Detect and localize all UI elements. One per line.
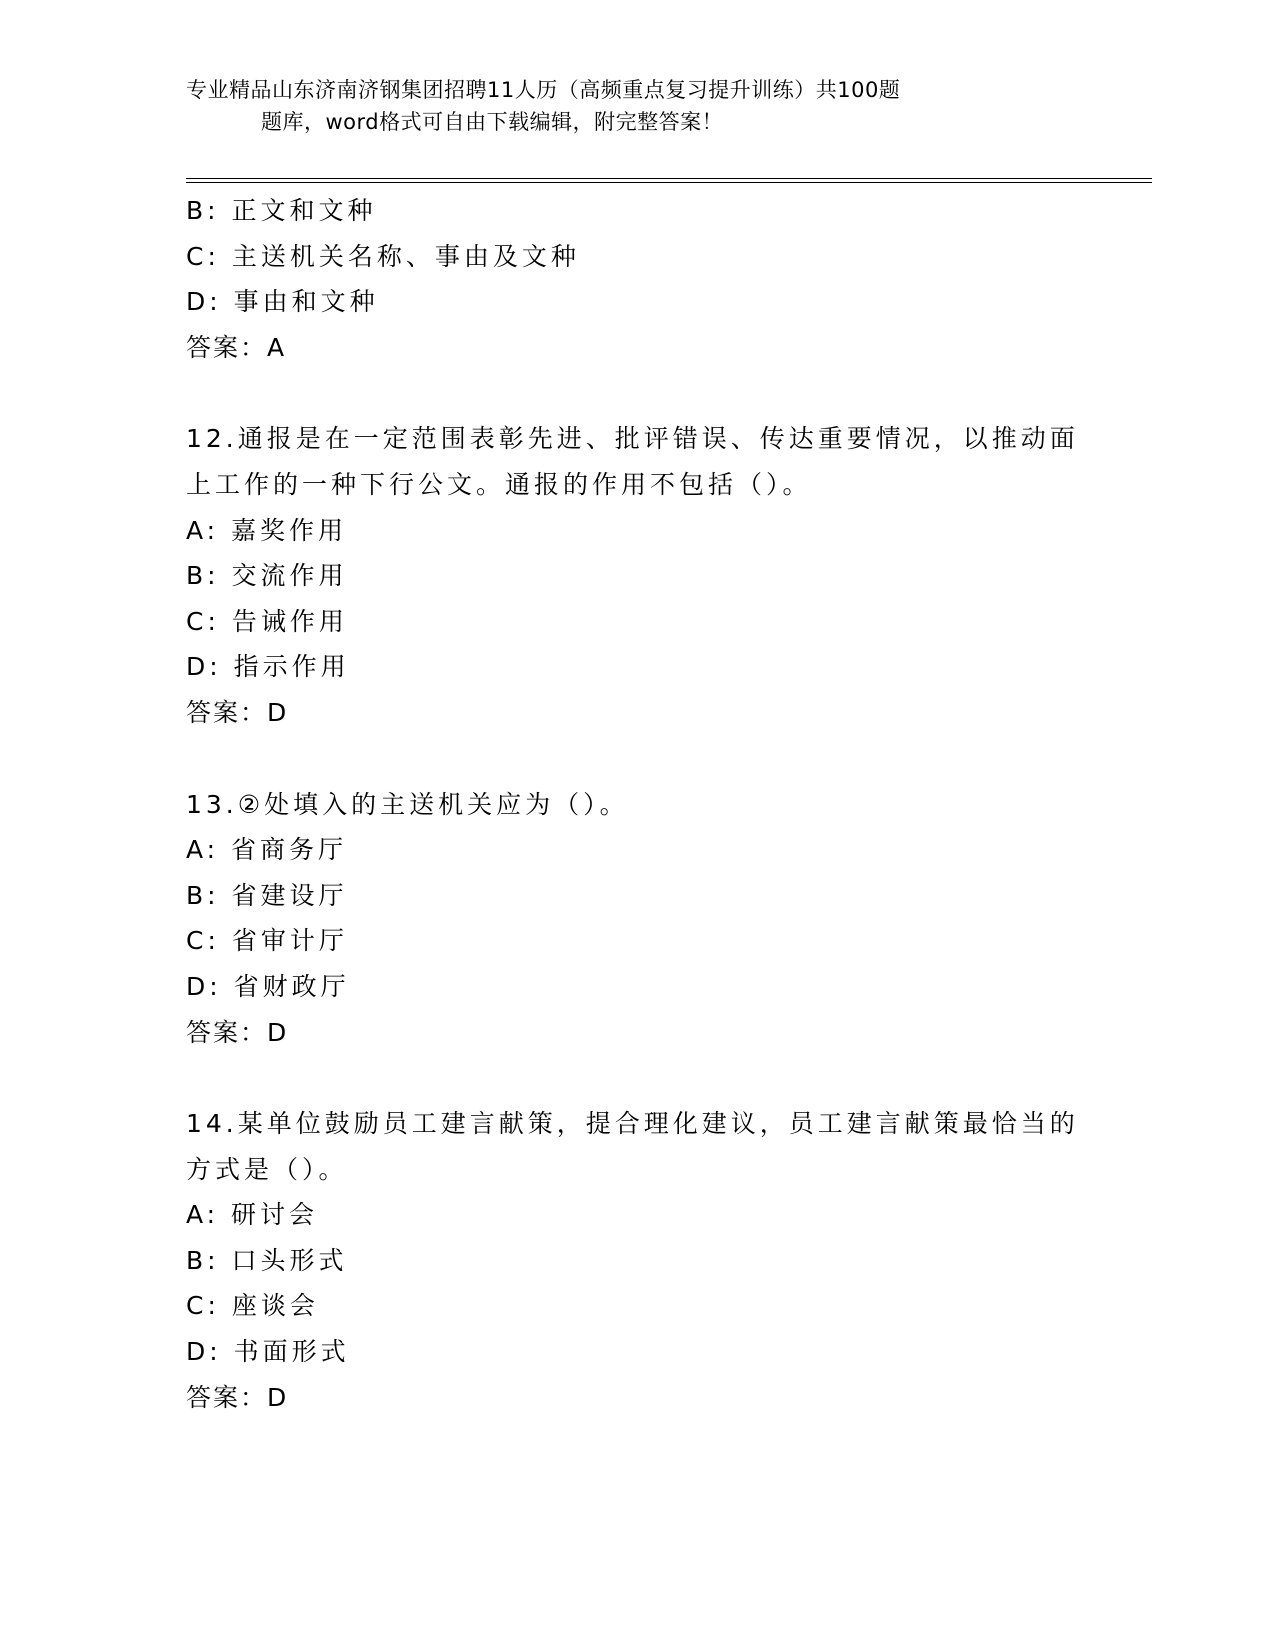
- spacer: [186, 1055, 1086, 1101]
- option-d: D: 指示作用: [186, 652, 350, 682]
- option-d: D: 省财政厅: [186, 971, 350, 1001]
- header-title-line-2: 题库，word格式可自由下载编辑，附完整答案！: [261, 110, 724, 134]
- question-12: [186, 416, 1086, 735]
- option-b: B: 口头形式: [186, 1245, 348, 1275]
- option-a: A: 研讨会: [186, 1200, 319, 1230]
- option-a: A: 省商务厅: [186, 835, 348, 865]
- option-b: B: 交流作用: [186, 561, 348, 591]
- option-b: B: 正文和文种: [186, 196, 377, 225]
- option-c: C: 主送机关名称、事由及文种: [186, 241, 580, 271]
- answer: 答案：D: [186, 1382, 289, 1412]
- question-stem-line: 12.通报是在一定范围表彰先进、批评错误、传达重要情况，以推动面: [186, 424, 1079, 454]
- question-stem-line: 方式是（）。: [186, 1154, 348, 1184]
- option-c: C: 省审计厅: [186, 926, 348, 956]
- question-list: [186, 188, 1086, 1420]
- option-d: D: 书面形式: [186, 1337, 350, 1367]
- question-13: [186, 782, 1086, 1056]
- header-title-line-1: 专业精品山东济南济钢集团招聘11人历（高频重点复习提升训练）共100题: [186, 78, 901, 102]
- spacer: [186, 736, 1086, 782]
- question-14: [186, 1101, 1086, 1420]
- option-b: B: 省建设厅: [186, 880, 348, 910]
- header-rule-bottom: [186, 182, 1152, 183]
- question-stem-line: 14.某单位鼓励员工建言献策，提合理化建议，员工建言献策最恰当的: [186, 1109, 1079, 1139]
- header-rule-top: [186, 178, 1152, 179]
- question-stem-line: 上工作的一种下行公文。通报的作用不包括（）。: [186, 469, 812, 499]
- document-header: [186, 74, 1086, 138]
- option-a: A: 嘉奖作用: [186, 515, 348, 545]
- option-c: C: 座谈会: [186, 1291, 319, 1321]
- option-c: C: 告诫作用: [186, 606, 348, 636]
- option-d: D: 事由和文种: [186, 287, 379, 317]
- answer: 答案：A: [186, 332, 287, 362]
- question-11: [186, 188, 1086, 370]
- answer: 答案：D: [186, 697, 289, 727]
- spacer: [186, 370, 1086, 416]
- answer: 答案：D: [186, 1017, 289, 1047]
- question-stem-line: 13.②处填入的主送机关应为（）。: [186, 789, 629, 819]
